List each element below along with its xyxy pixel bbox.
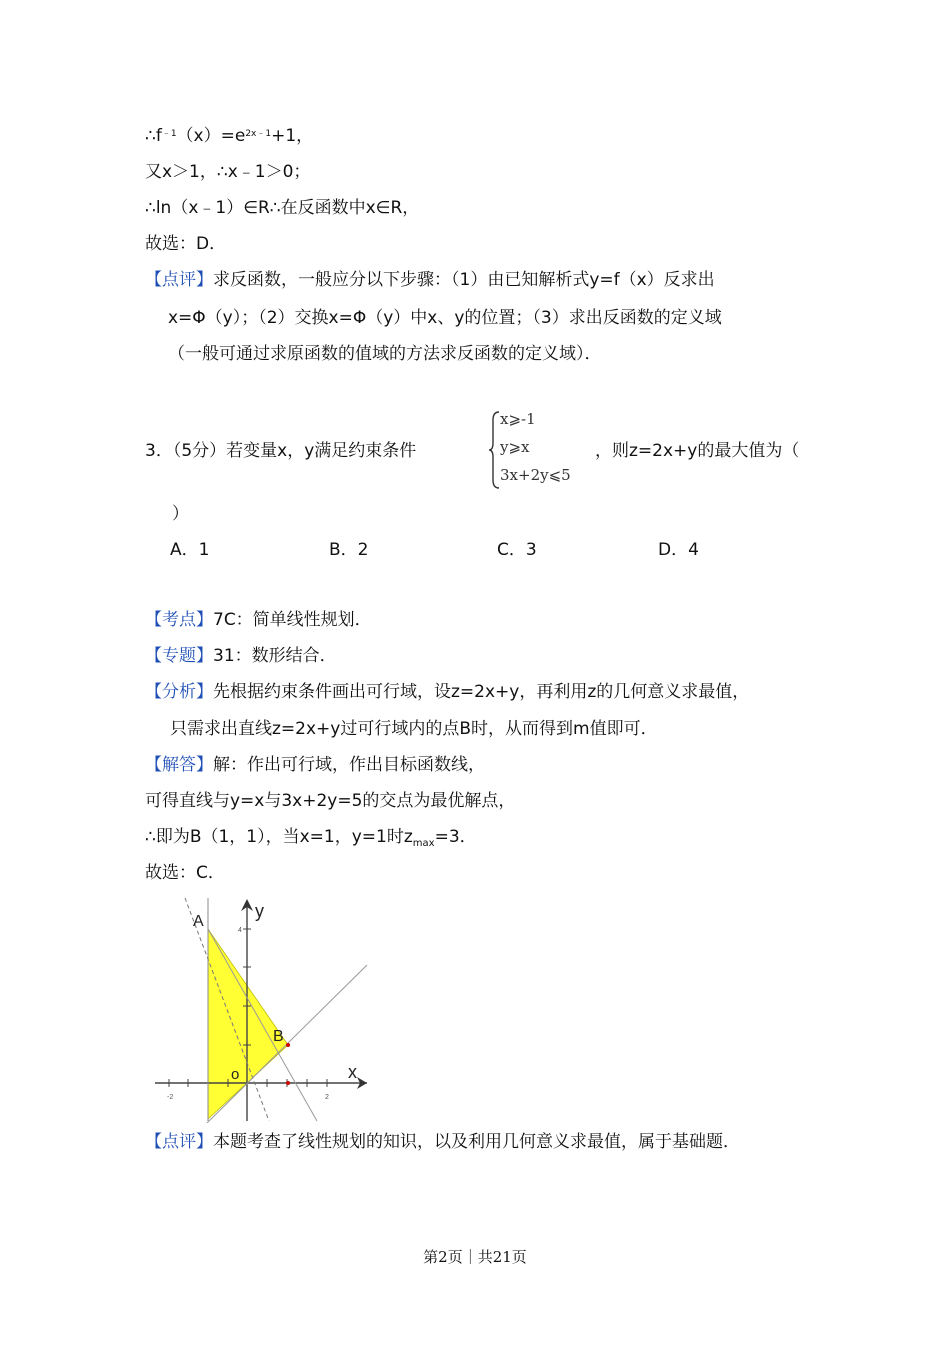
superscript: ﹣1 xyxy=(161,129,177,139)
label-b: B xyxy=(273,1028,284,1045)
tick-4: 4 xyxy=(238,927,242,934)
comment-tag: 【点评】 xyxy=(145,270,213,290)
subscript: max xyxy=(412,838,435,849)
answer-choice-line: 故选：D． xyxy=(145,234,227,254)
derivation-line-2: 又x＞1，∴x﹣1＞0； xyxy=(145,162,311,182)
tick-2: 2 xyxy=(325,1094,329,1101)
option-c: C．3 xyxy=(497,540,537,560)
constraint-3: 3x+2y⩽5 xyxy=(500,466,571,484)
final-comment-tag: 【点评】 xyxy=(145,1132,213,1152)
final-comment-line: 【点评】本题考查了线性规划的知识，以及利用几何意义求最值，属于基础题． xyxy=(145,1132,740,1152)
jieda-line-3: ∴即为B（1，1），当x=1，y=1时$z_{max}=3$． xyxy=(145,827,477,849)
feasible-region xyxy=(208,929,288,1119)
derivation-line-1: $\therefore f^{﹣1}(x)=e^{2x﹣1}+1$， xyxy=(145,126,314,146)
fenxi-tag: 【分析】 xyxy=(145,682,213,702)
constraint-system xyxy=(488,410,588,490)
jieda-line-4: 故选：C． xyxy=(145,863,225,883)
kaodian-line: 【考点】7C：简单线性规划． xyxy=(145,610,372,630)
label-x: x xyxy=(348,1062,357,1082)
question-stem: 3．（5分）若变量x，y满足约束条件 xyxy=(145,441,417,461)
constraint-2: y⩾x xyxy=(500,438,530,456)
jieda-line-1: 【解答】解：作出可行域，作出目标函数线， xyxy=(145,755,485,775)
point-b xyxy=(286,1043,290,1047)
tick-neg2: -2 xyxy=(167,1094,174,1101)
page-footer: 第2页｜共21页 xyxy=(423,1248,527,1266)
comment-line-1: 【点评】求反函数，一般应分以下步骤：（1）由已知解析式y=f（x）反求出 xyxy=(145,270,715,290)
jieda-tag: 【解答】 xyxy=(145,755,213,775)
jieda-line-2: 可得直线与y=x与3x+2y=5的交点为最优解点， xyxy=(145,791,516,811)
feasible-region-graph xyxy=(145,893,375,1123)
comment-line-3: （一般可通过求原函数的值域的方法求反函数的定义域）． xyxy=(168,344,602,364)
comment-line-2: x=Φ（y）；（2）交换x=Φ（y）中x、y的位置；（3）求出反函数的定义域 xyxy=(168,308,722,328)
kaodian-tag: 【考点】 xyxy=(145,610,213,630)
option-b: B．2 xyxy=(329,540,369,560)
zhuanti-line: 【专题】31：数形结合． xyxy=(145,646,337,666)
fenxi-line-1: 【分析】先根据约束条件画出可行域，设z=2x+y，再利用z的几何意义求最值， xyxy=(145,682,750,702)
question-paren-close: ） xyxy=(172,504,189,524)
fenxi-line-2: 只需求出直线z=2x+y过可行域内的点B时，从而得到m值即可． xyxy=(170,719,658,739)
derivation-line-3: ∴ln（x﹣1）∈R∴在反函数中x∈R， xyxy=(145,198,420,218)
option-d: D．4 xyxy=(658,540,699,560)
constraint-1: x⩾-1 xyxy=(500,410,536,428)
label-y: y xyxy=(255,901,264,921)
label-a: A xyxy=(193,913,204,930)
zhuanti-tag: 【专题】 xyxy=(145,646,213,666)
point-x1 xyxy=(286,1081,290,1085)
question-stem-tail: ，则z=2x+y的最大值为（ xyxy=(595,441,800,461)
superscript: 2x﹣1 xyxy=(245,129,272,139)
label-o: o xyxy=(231,1066,240,1083)
option-a: A．1 xyxy=(170,540,210,560)
